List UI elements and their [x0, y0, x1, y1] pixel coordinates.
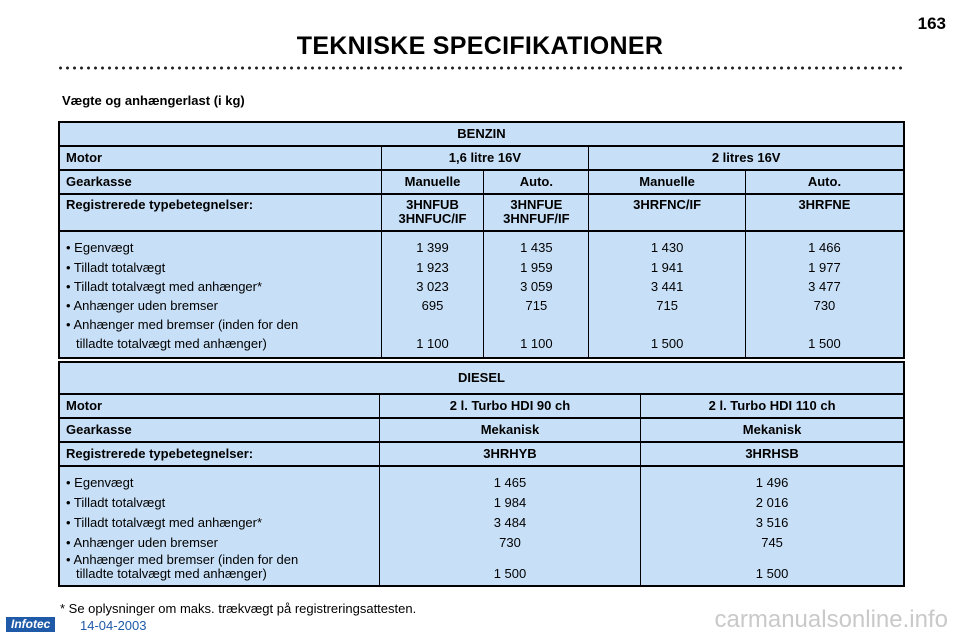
type-code: 3HNFUB: [406, 197, 459, 212]
page-number: 163: [917, 14, 946, 33]
gearbox-cell: Manuelle: [381, 170, 484, 194]
engine-cell: 1,6 litre 16V: [381, 146, 589, 170]
row-label: • Tilladt totalvægt: [66, 260, 166, 275]
type-code: 3HNFUC/IF: [398, 211, 467, 226]
value-cell: 3 516: [641, 513, 904, 533]
type-row: [59, 442, 904, 466]
value-cell: 2 016: [641, 493, 904, 513]
engine-cell: 2 l. Turbo HDI 110 ch: [641, 394, 904, 418]
gearbox-cell: Mekanisk: [641, 418, 904, 442]
value-cell: 1 435: [484, 231, 589, 258]
type-code: 3HNFUE: [510, 197, 563, 212]
type-row: [59, 194, 904, 231]
table-row: [59, 493, 904, 513]
row-label: • Tilladt totalvægt: [66, 495, 166, 510]
value-cell: 715: [589, 296, 746, 315]
value-cell: 1 984: [379, 493, 640, 513]
type-cell: 3HRHSB: [641, 442, 904, 466]
table-row: [59, 466, 904, 493]
value-cell: 730: [379, 533, 640, 553]
table-row: [59, 258, 904, 277]
row-label: • Tilladt totalvægt med anhænger*: [66, 279, 263, 294]
benzin-spec-table: [58, 121, 905, 359]
row-label: • Egenvægt: [66, 475, 134, 490]
motor-label: Motor: [59, 394, 379, 418]
row-label: [59, 315, 381, 358]
value-cell: 1 100: [484, 315, 589, 358]
type-cell: 3HRHYB: [379, 442, 640, 466]
type-cell: [381, 194, 484, 231]
value-cell: 1 923: [381, 258, 484, 277]
value-cell: 1 496: [641, 466, 904, 493]
section-heading: Vægte og anhængerlast (i kg): [62, 93, 245, 108]
page-title: TEKNISKE SPECIFIKATIONER: [296, 32, 664, 60]
table-row: [59, 296, 904, 315]
fuel-header-row: [59, 362, 904, 394]
value-cell: 1 977: [745, 258, 904, 277]
diesel-spec-table: [58, 361, 905, 587]
gearbox-cell: Auto.: [484, 170, 589, 194]
value-cell: 1 466: [745, 231, 904, 258]
gearbox-row: [59, 170, 904, 194]
table-row: [59, 513, 904, 533]
table-row: [59, 277, 904, 296]
print-date: 14-04-2003: [80, 618, 147, 633]
value-cell: 1 500: [641, 553, 904, 586]
table-row: [59, 533, 904, 553]
value-cell: 695: [381, 296, 484, 315]
row-label-line: tilladte totalvægt med anhænger): [76, 336, 267, 351]
type-label: Registrerede typebetegnelser:: [59, 194, 381, 231]
type-cell: [589, 194, 746, 231]
row-label-line: • Anhænger med bremser (inden for den: [66, 317, 299, 332]
watermark-text: carmanualsonline.info: [714, 606, 948, 633]
value-cell: 1 941: [589, 258, 746, 277]
motor-row: [59, 394, 904, 418]
type-cell: [484, 194, 589, 231]
gearbox-cell: Auto.: [745, 170, 904, 194]
row-label: [59, 553, 379, 586]
gearbox-label: Gearkasse: [59, 418, 379, 442]
type-code: 3HRFNC/IF: [633, 197, 702, 212]
row-label: • Egenvægt: [66, 240, 134, 255]
value-cell: 1 500: [745, 315, 904, 358]
row-label-line: tilladte totalvægt med anhænger): [76, 566, 267, 581]
infotec-logo: Infotec: [6, 617, 55, 632]
value-cell: 3 484: [379, 513, 640, 533]
value-cell: 745: [641, 533, 904, 553]
table-row: [59, 315, 904, 358]
value-cell: 1 430: [589, 231, 746, 258]
value-cell: 1 500: [589, 315, 746, 358]
engine-cell: 2 l. Turbo HDI 90 ch: [379, 394, 640, 418]
row-label: • Tilladt totalvægt med anhænger*: [66, 515, 263, 530]
engine-cell: 2 litres 16V: [589, 146, 904, 170]
motor-label: Motor: [59, 146, 381, 170]
value-cell: 715: [484, 296, 589, 315]
table-row: [59, 231, 904, 258]
value-cell: 3 059: [484, 277, 589, 296]
table-row: [59, 553, 904, 586]
gearbox-label: Gearkasse: [59, 170, 381, 194]
motor-row: [59, 146, 904, 170]
type-code: 3HNFUF/IF: [503, 211, 570, 226]
value-cell: 1 500: [379, 553, 640, 586]
value-cell: 3 441: [589, 277, 746, 296]
value-cell: 1 399: [381, 231, 484, 258]
type-cell: [745, 194, 904, 231]
row-label-line: • Anhænger med bremser (inden for den: [66, 552, 299, 567]
value-cell: 3 477: [745, 277, 904, 296]
type-label: Registrerede typebetegnelser:: [59, 442, 379, 466]
gearbox-cell: Manuelle: [589, 170, 746, 194]
value-cell: 1 959: [484, 258, 589, 277]
type-code: 3HRFNE: [798, 197, 851, 212]
fuel-type-label: BENZIN: [59, 122, 904, 146]
row-label: • Anhænger uden bremser: [66, 535, 218, 550]
value-cell: 1 465: [379, 466, 640, 493]
fuel-type-label: DIESEL: [59, 362, 904, 394]
footnote: * Se oplysninger om maks. trækvægt på registreringsattesten.: [60, 601, 417, 616]
value-cell: 1 100: [381, 315, 484, 358]
value-cell: 730: [745, 296, 904, 315]
gearbox-cell: Mekanisk: [379, 418, 640, 442]
gearbox-row: [59, 418, 904, 442]
dotted-divider: [57, 66, 905, 70]
value-cell: 3 023: [381, 277, 484, 296]
row-label: • Anhænger uden bremser: [66, 298, 218, 313]
fuel-header-row: [59, 122, 904, 146]
